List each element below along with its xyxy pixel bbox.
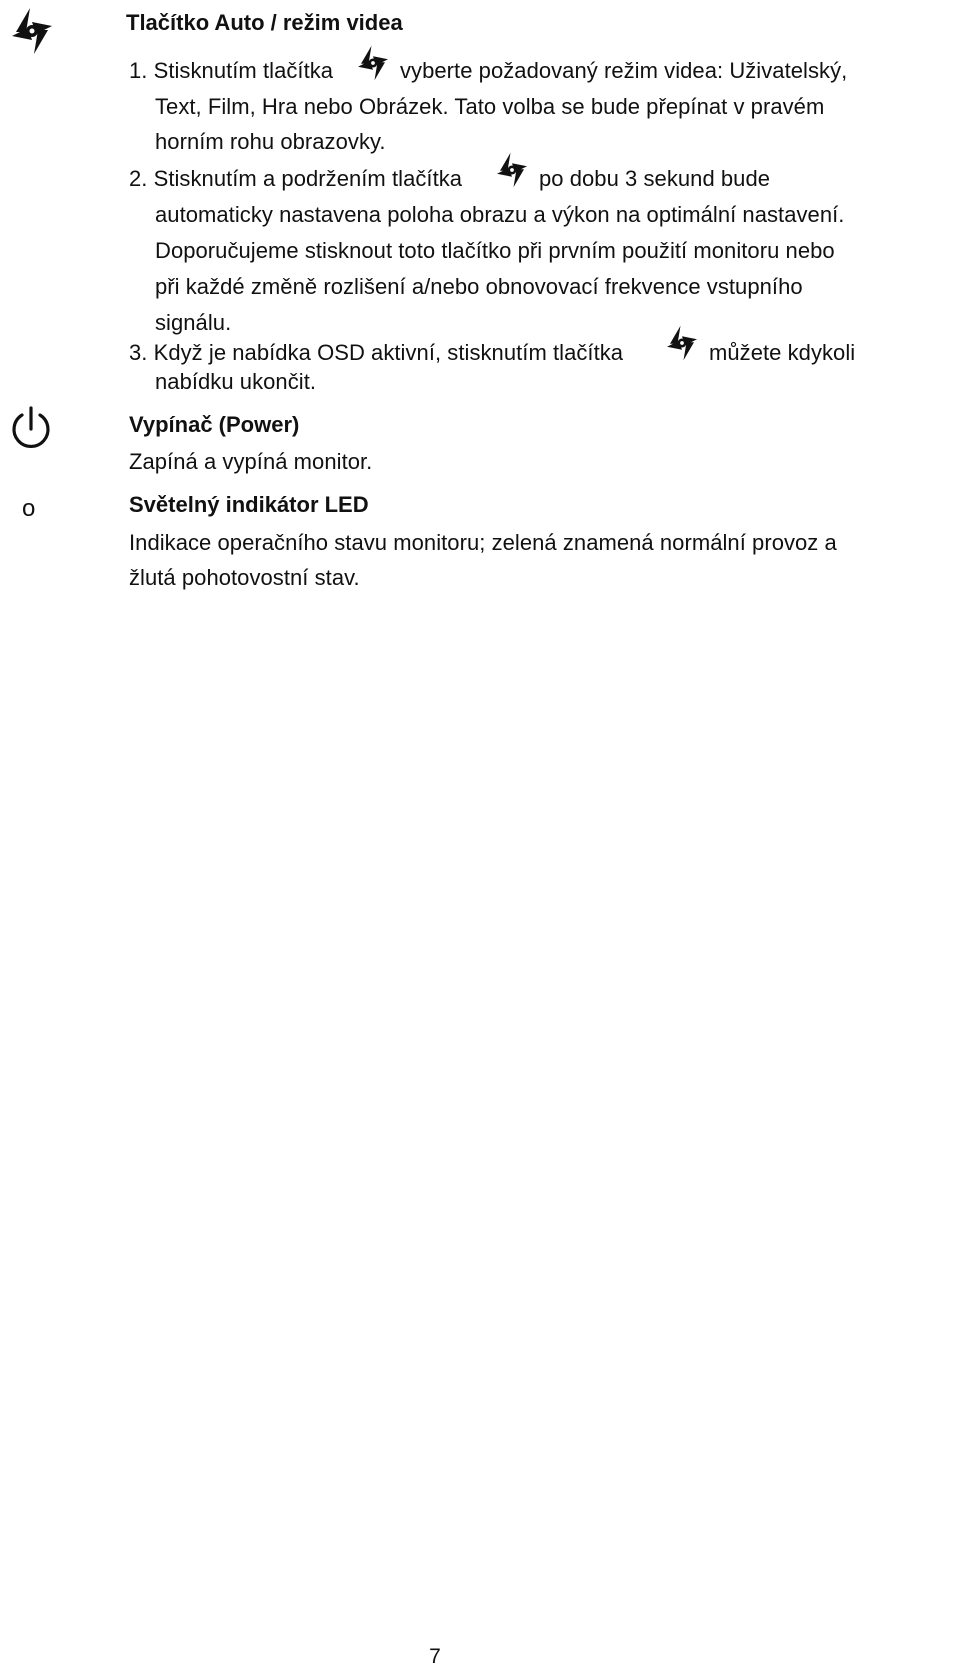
item2-line4: při každé změně rozlišení a/nebo obnovovací frekvence vstupního: [155, 274, 803, 299]
auto-mode-icon-inline: [355, 44, 391, 82]
led-description-line1: Indikace operačního stavu monitoru; zelená znamená normální provoz a: [129, 530, 837, 555]
auto-mode-icon-inline: [664, 324, 700, 362]
power-icon: [8, 405, 54, 457]
item2-line2: automaticky nastavena poloha obrazu a výkon na optimální nastavení.: [155, 202, 845, 227]
section-heading-power: Vypínač (Power): [129, 412, 300, 437]
item2-line5: signálu.: [155, 310, 232, 335]
led-circle-icon: o: [22, 495, 36, 522]
item3-part2: můžete kdykoli: [709, 340, 856, 365]
section-heading-led: Světelný indikátor LED: [129, 492, 369, 517]
auto-mode-icon-inline: [494, 151, 530, 189]
item3-line2: nabídku ukončit.: [155, 369, 317, 394]
item1-part2: vyberte požadovaný režim videa: Uživatelský,: [400, 58, 848, 83]
auto-mode-icon: [8, 6, 56, 62]
item3-part1: 3. Když je nabídka OSD aktivní, stisknutím tlačítka: [129, 340, 624, 365]
power-description: Zapíná a vypíná monitor.: [129, 449, 373, 474]
section-heading-auto: Tlačítko Auto / režim videa: [126, 10, 403, 35]
page-number: 7: [429, 1645, 441, 1668]
item2-part1: 2. Stisknutím a podržením tlačítka: [129, 166, 463, 191]
item1-line2: Text, Film, Hra nebo Obrázek. Tato volba se bude přepínat v pravém: [155, 94, 825, 119]
item2-part2: po dobu 3 sekund bude: [539, 166, 771, 191]
led-description-line2: žlutá pohotovostní stav.: [129, 565, 360, 590]
item2-line3: Doporučujeme stisknout toto tlačítko při prvním použití monitoru nebo: [155, 238, 835, 263]
item1-part1: 1. Stisknutím tlačítka: [129, 58, 334, 83]
item1-line3: horním rohu obrazovky.: [155, 129, 386, 154]
